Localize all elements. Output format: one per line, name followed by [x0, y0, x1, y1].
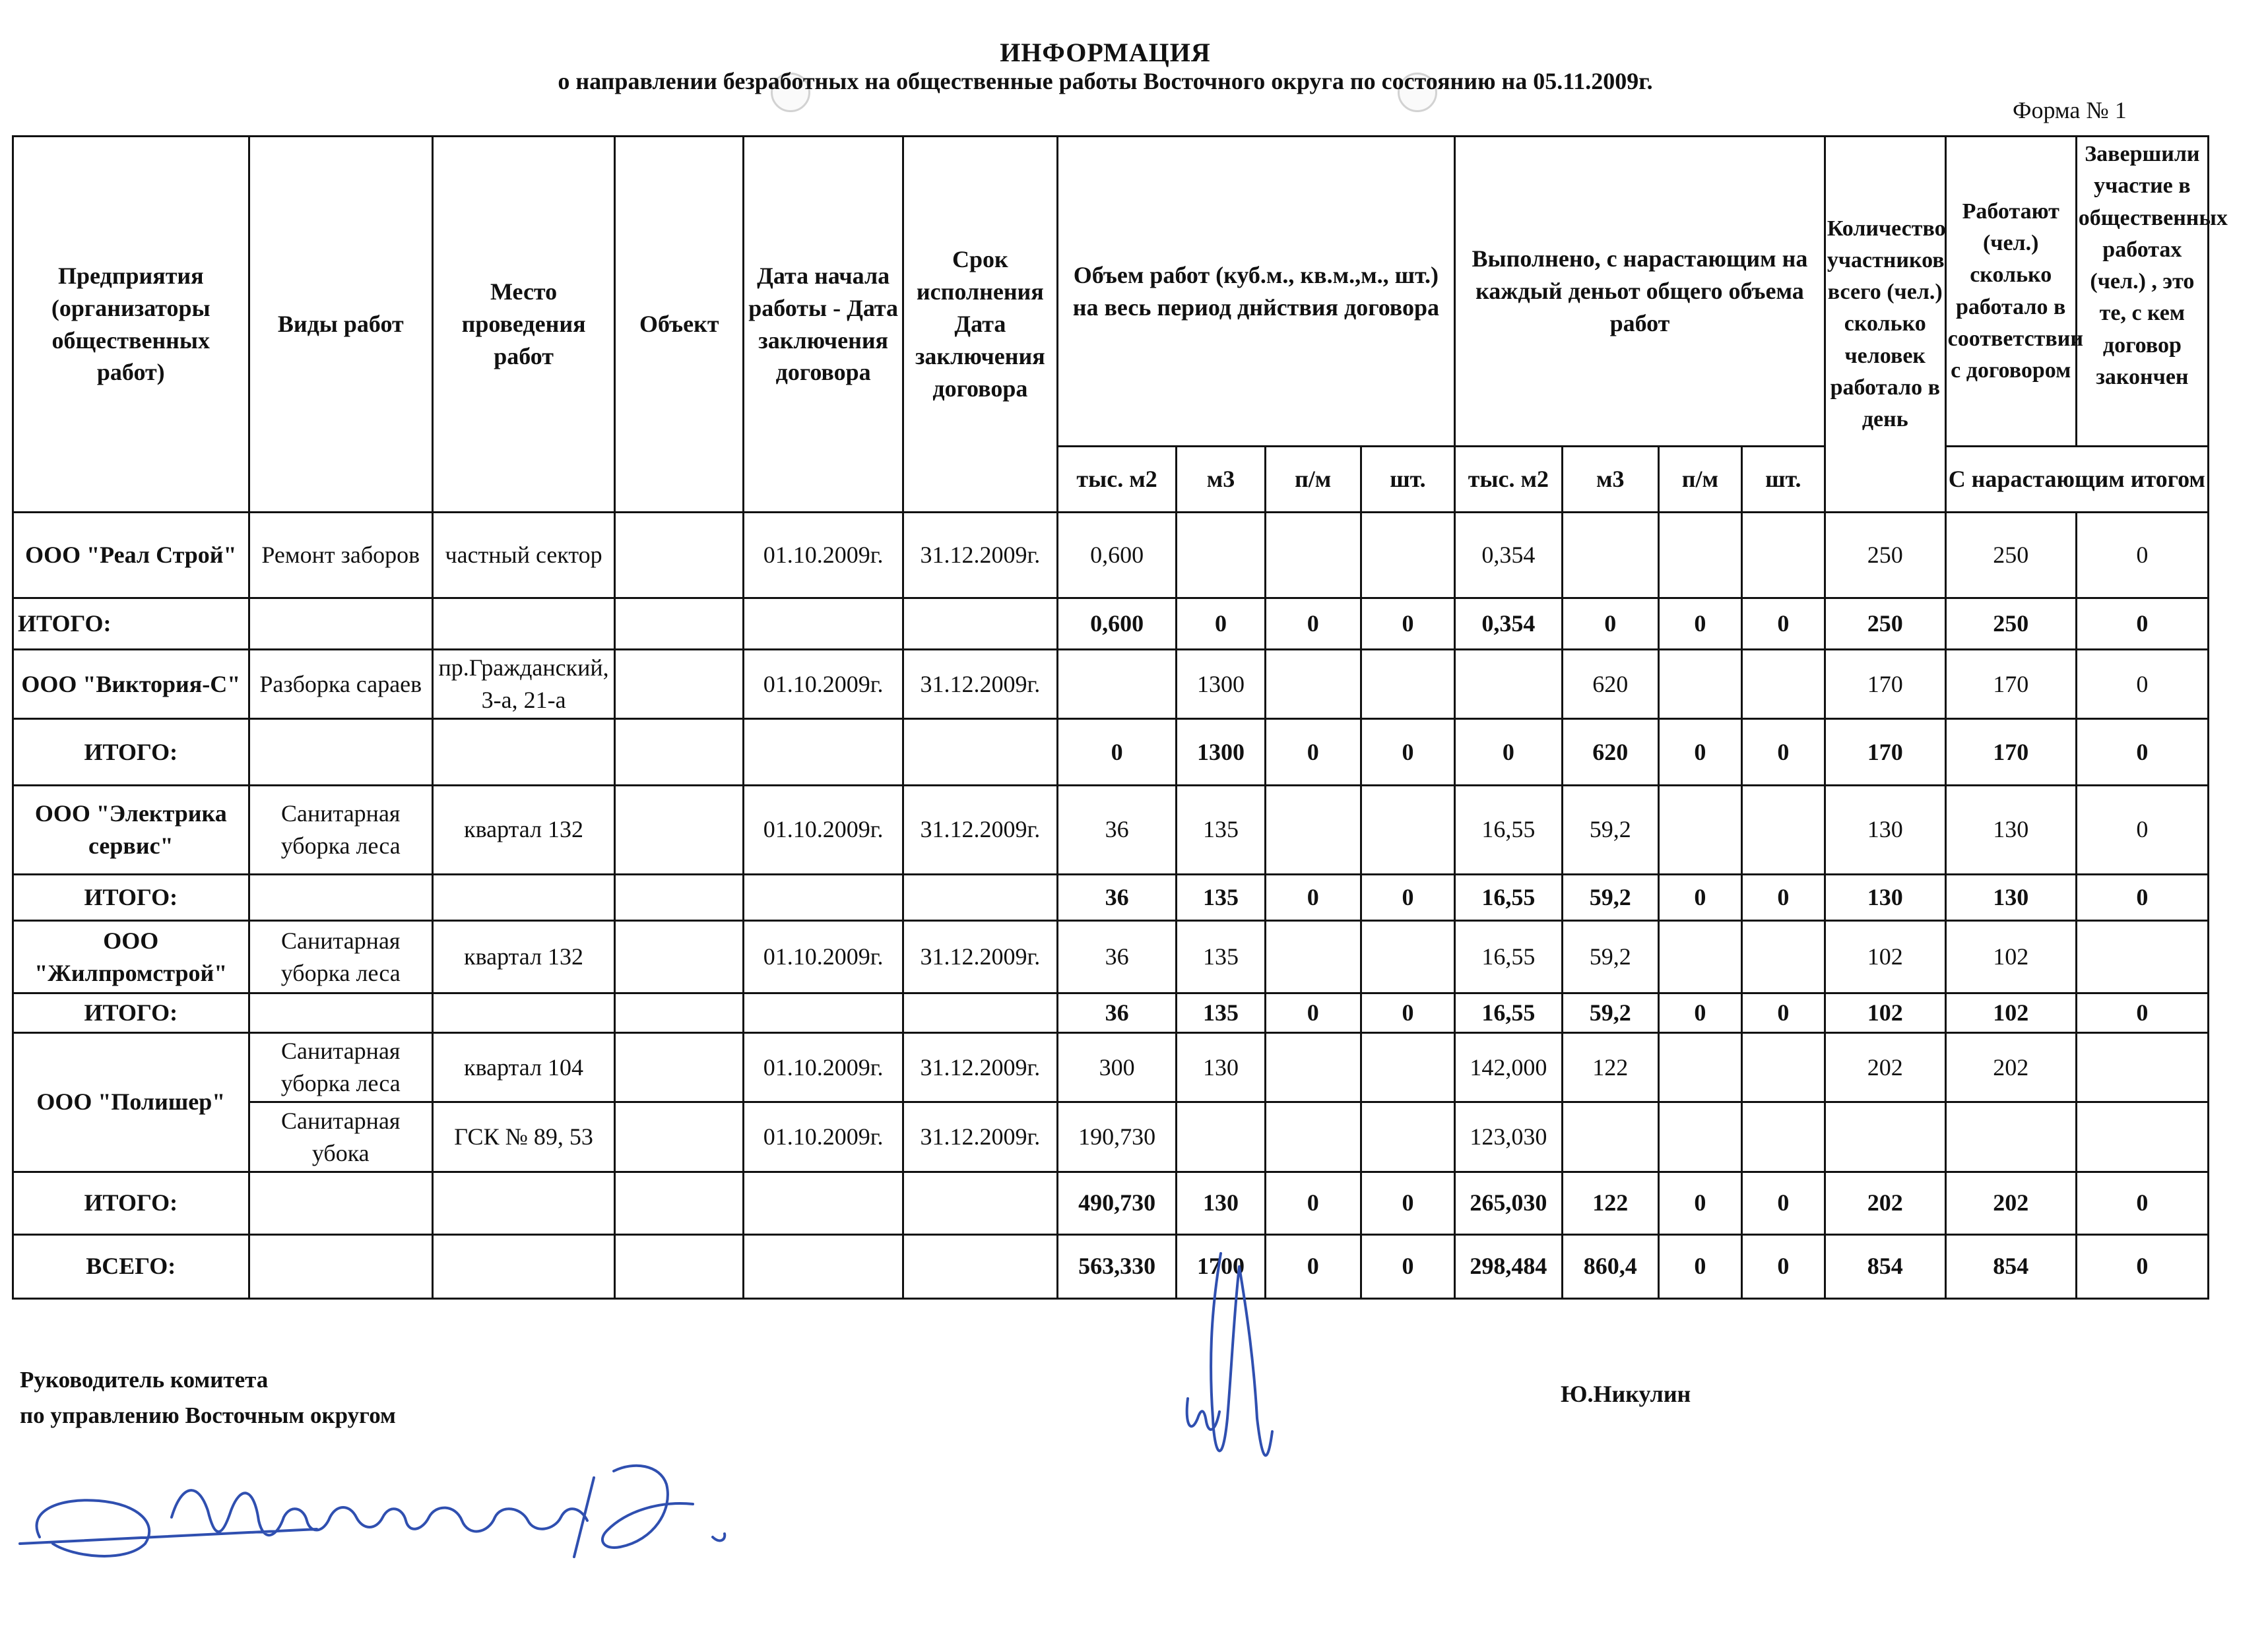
empty-cell	[432, 993, 614, 1033]
participants-cell	[1825, 1102, 1945, 1172]
volume-sht-cell	[1361, 785, 1454, 874]
volume-sht-cell: 0	[1361, 993, 1454, 1033]
finished-cell	[2076, 1033, 2208, 1102]
volume-m2-cell: 0	[1057, 719, 1177, 785]
done-sht-cell: 0	[1741, 598, 1825, 650]
participants-cell: 202	[1825, 1172, 1945, 1234]
empty-cell	[432, 1234, 614, 1298]
done-m3-cell: 860,4	[1562, 1234, 1658, 1298]
empty-cell	[903, 993, 1058, 1033]
col-done: Выполнено, с нарастающим на каждый деньот общего объема работ	[1455, 137, 1825, 447]
done-m3-cell: 59,2	[1562, 874, 1658, 920]
empty-cell	[432, 1172, 614, 1234]
grand-total-label: ВСЕГО:	[13, 1234, 249, 1298]
working-cell: 854	[1945, 1234, 2076, 1298]
object-cell	[615, 921, 744, 993]
empty-cell	[744, 1234, 903, 1298]
subtotal-label: ИТОГО:	[13, 598, 249, 650]
done-pm-cell: 0	[1658, 719, 1741, 785]
unit-header: тыс. м2	[1455, 447, 1563, 513]
table-row	[13, 1033, 2209, 1102]
done-sht-cell: 0	[1741, 1234, 1825, 1298]
volume-m3-cell: 135	[1177, 921, 1265, 993]
unit-header: п/м	[1658, 447, 1741, 513]
done-pm-cell	[1658, 513, 1741, 598]
done-m3-cell: 122	[1562, 1033, 1658, 1102]
empty-cell	[744, 993, 903, 1033]
participants-cell: 250	[1825, 598, 1945, 650]
done-m3-cell: 59,2	[1562, 993, 1658, 1033]
empty-cell	[615, 1172, 744, 1234]
start-date-cell: 01.10.2009г.	[744, 1102, 903, 1172]
empty-cell	[744, 719, 903, 785]
col-participants: Количество участников всего (чел.) сколько человек работало в день	[1825, 137, 1945, 513]
volume-pm-cell: 0	[1265, 1234, 1361, 1298]
empty-cell	[249, 1234, 432, 1298]
deadline-cell: 31.12.2009г.	[903, 1033, 1058, 1102]
participants-cell: 202	[1825, 1033, 1945, 1102]
place-cell: пр.Гражданский, 3-а, 21-а	[432, 650, 614, 719]
volume-m2-cell	[1057, 650, 1177, 719]
volume-m3-cell: 0	[1177, 598, 1265, 650]
col-working: Работают (чел.) сколько работало в соответствии с договором	[1945, 137, 2076, 447]
deadline-cell: 31.12.2009г.	[903, 921, 1058, 993]
volume-m2-cell: 0,600	[1057, 513, 1177, 598]
volume-m2-cell: 190,730	[1057, 1102, 1177, 1172]
participants-cell: 130	[1825, 785, 1945, 874]
finished-cell: 0	[2076, 650, 2208, 719]
done-m2-cell: 16,55	[1455, 874, 1563, 920]
volume-m2-cell: 36	[1057, 874, 1177, 920]
done-pm-cell	[1658, 650, 1741, 719]
empty-cell	[615, 719, 744, 785]
finished-cell: 0	[2076, 719, 2208, 785]
volume-sht-cell: 0	[1361, 874, 1454, 920]
volume-m3-cell: 130	[1177, 1172, 1265, 1234]
volume-pm-cell: 0	[1265, 598, 1361, 650]
volume-pm-cell: 0	[1265, 874, 1361, 920]
position-line-2: по управлению Восточным округом	[20, 1402, 396, 1429]
done-m3-cell: 59,2	[1562, 921, 1658, 993]
empty-cell	[903, 1172, 1058, 1234]
empty-cell	[744, 874, 903, 920]
participants-cell: 854	[1825, 1234, 1945, 1298]
volume-m3-cell	[1177, 513, 1265, 598]
enterprise-cell: ООО "Полишер"	[13, 1033, 249, 1172]
col-deadline: Срок исполнения Дата заключения договора	[903, 137, 1058, 513]
done-pm-cell: 0	[1658, 1172, 1741, 1234]
empty-cell	[432, 719, 614, 785]
work-cell: Разборка сараев	[249, 650, 432, 719]
done-sht-cell: 0	[1741, 993, 1825, 1033]
done-sht-cell	[1741, 1033, 1825, 1102]
unit-header: п/м	[1265, 447, 1361, 513]
volume-m2-cell: 36	[1057, 993, 1177, 1033]
done-sht-cell: 0	[1741, 874, 1825, 920]
working-cell: 250	[1945, 598, 2076, 650]
done-pm-cell: 0	[1658, 993, 1741, 1033]
object-cell	[615, 650, 744, 719]
start-date-cell: 01.10.2009г.	[744, 650, 903, 719]
volume-pm-cell	[1265, 921, 1361, 993]
volume-m2-cell: 36	[1057, 785, 1177, 874]
finished-cell: 0	[2076, 1172, 2208, 1234]
working-cell: 170	[1945, 650, 2076, 719]
volume-sht-cell	[1361, 1033, 1454, 1102]
participants-cell: 170	[1825, 650, 1945, 719]
empty-cell	[903, 598, 1058, 650]
participants-cell: 250	[1825, 513, 1945, 598]
done-pm-cell: 0	[1658, 1234, 1741, 1298]
done-m2-cell: 0,354	[1455, 513, 1563, 598]
volume-m3-cell: 135	[1177, 874, 1265, 920]
volume-m3-cell: 1700	[1177, 1234, 1265, 1298]
volume-pm-cell: 0	[1265, 1172, 1361, 1234]
document-subtitle: о направлении безработных на общественные работы Восточного округа по состоянию на 05.11.2009г.	[558, 68, 1653, 94]
work-cell: Ремонт заборов	[249, 513, 432, 598]
subtotal-label: ИТОГО:	[13, 1172, 249, 1234]
done-sht-cell	[1741, 1102, 1825, 1172]
done-m3-cell	[1562, 1102, 1658, 1172]
empty-cell	[615, 598, 744, 650]
work-cell: Санитарная убока	[249, 1102, 432, 1172]
volume-sht-cell: 0	[1361, 1172, 1454, 1234]
done-m3-cell: 620	[1562, 719, 1658, 785]
empty-cell	[744, 598, 903, 650]
volume-pm-cell	[1265, 1033, 1361, 1102]
object-cell	[615, 785, 744, 874]
unit-header: шт.	[1741, 447, 1825, 513]
col-finished: Завершили участие в общественных работах (чел.) , это те, с кем договор закончен	[2076, 137, 2208, 447]
volume-pm-cell	[1265, 785, 1361, 874]
done-sht-cell	[1741, 921, 1825, 993]
signatory-position	[20, 1362, 396, 1434]
done-m2-cell: 0	[1455, 719, 1563, 785]
participants-cell: 130	[1825, 874, 1945, 920]
working-cell	[1945, 1102, 2076, 1172]
done-sht-cell	[1741, 650, 1825, 719]
empty-cell	[744, 1172, 903, 1234]
empty-cell	[249, 874, 432, 920]
finished-cell: 0	[2076, 874, 2208, 920]
empty-cell	[903, 1234, 1058, 1298]
done-pm-cell: 0	[1658, 598, 1741, 650]
object-cell	[615, 1033, 744, 1102]
working-cell: 250	[1945, 513, 2076, 598]
col-enterprise: Предприятия (организаторы общественных работ)	[13, 137, 249, 513]
start-date-cell: 01.10.2009г.	[744, 1033, 903, 1102]
volume-sht-cell	[1361, 1102, 1454, 1172]
volume-m3-cell: 135	[1177, 785, 1265, 874]
subtotal-row	[13, 993, 2209, 1033]
enterprise-cell: ООО "Электрика сервис"	[13, 785, 249, 874]
empty-cell	[615, 874, 744, 920]
empty-cell	[249, 598, 432, 650]
subtotal-row	[13, 874, 2209, 920]
volume-sht-cell	[1361, 650, 1454, 719]
working-cell: 202	[1945, 1172, 2076, 1234]
finished-cell: 0	[2076, 993, 2208, 1033]
volume-sht-cell: 0	[1361, 1234, 1454, 1298]
form-number: Форма № 1	[2013, 97, 2127, 123]
working-cell: 102	[1945, 993, 2076, 1033]
col-work-type: Виды работ	[249, 137, 432, 513]
table-row	[13, 513, 2209, 598]
unit-header: шт.	[1361, 447, 1454, 513]
place-cell: частный сектор	[432, 513, 614, 598]
done-pm-cell	[1658, 785, 1741, 874]
empty-cell	[249, 1172, 432, 1234]
report-table	[12, 135, 2228, 1300]
volume-pm-cell	[1265, 513, 1361, 598]
unit-header: м3	[1562, 447, 1658, 513]
empty-cell	[432, 598, 614, 650]
empty-cell	[615, 1234, 744, 1298]
start-date-cell: 01.10.2009г.	[744, 921, 903, 993]
done-pm-cell	[1658, 1102, 1741, 1172]
col-start-date: Дата начала работы - Дата заключения договора	[744, 137, 903, 513]
volume-m3-cell: 135	[1177, 993, 1265, 1033]
unit-header: м3	[1177, 447, 1265, 513]
working-cell: 170	[1945, 719, 2076, 785]
volume-sht-cell	[1361, 921, 1454, 993]
volume-m2-cell: 563,330	[1057, 1234, 1177, 1298]
done-pm-cell: 0	[1658, 874, 1741, 920]
volume-pm-cell: 0	[1265, 993, 1361, 1033]
finished-cell: 0	[2076, 513, 2208, 598]
working-cell: 130	[1945, 785, 2076, 874]
done-sht-cell	[1741, 785, 1825, 874]
done-m2-cell: 123,030	[1455, 1102, 1563, 1172]
done-m2-cell: 0,354	[1455, 598, 1563, 650]
done-m2-cell: 298,484	[1455, 1234, 1563, 1298]
done-m2-cell: 16,55	[1455, 785, 1563, 874]
volume-m2-cell: 0,600	[1057, 598, 1177, 650]
empty-cell	[432, 874, 614, 920]
finished-cell	[2076, 921, 2208, 993]
empty-cell	[903, 874, 1058, 920]
volume-pm-cell	[1265, 1102, 1361, 1172]
subtotal-row	[13, 598, 2209, 650]
working-cell: 130	[1945, 874, 2076, 920]
subtotal-label: ИТОГО:	[13, 993, 249, 1033]
signatory-name: Ю.Никулин	[1561, 1381, 1691, 1407]
done-sht-cell: 0	[1741, 1172, 1825, 1234]
done-sht-cell: 0	[1741, 719, 1825, 785]
deadline-cell: 31.12.2009г.	[903, 513, 1058, 598]
deadline-cell: 31.12.2009г.	[903, 1102, 1058, 1172]
volume-sht-cell	[1361, 513, 1454, 598]
done-pm-cell	[1658, 1033, 1741, 1102]
empty-cell	[249, 719, 432, 785]
executor-signature	[20, 1466, 725, 1557]
done-m2-cell	[1455, 650, 1563, 719]
finished-cell	[2076, 1102, 2208, 1172]
volume-m3-cell: 130	[1177, 1033, 1265, 1102]
enterprise-cell: ООО "Виктория-С"	[13, 650, 249, 719]
finished-cell: 0	[2076, 785, 2208, 874]
subtotal-row	[13, 1172, 2209, 1234]
enterprise-cell: ООО "Реал Строй"	[13, 513, 249, 598]
empty-cell	[903, 719, 1058, 785]
document-title: ИНФОРМАЦИЯ	[1000, 38, 1211, 67]
work-cell: Санитарная уборка леса	[249, 921, 432, 993]
done-pm-cell	[1658, 921, 1741, 993]
working-cell: 202	[1945, 1033, 2076, 1102]
done-m3-cell: 59,2	[1562, 785, 1658, 874]
done-m3-cell: 620	[1562, 650, 1658, 719]
volume-sht-cell: 0	[1361, 598, 1454, 650]
volume-sht-cell: 0	[1361, 719, 1454, 785]
deadline-cell: 31.12.2009г.	[903, 650, 1058, 719]
object-cell	[615, 1102, 744, 1172]
start-date-cell: 01.10.2009г.	[744, 785, 903, 874]
grand-total-row	[13, 1234, 2209, 1298]
volume-m2-cell: 300	[1057, 1033, 1177, 1102]
done-m2-cell: 265,030	[1455, 1172, 1563, 1234]
done-m3-cell: 122	[1562, 1172, 1658, 1234]
place-cell: квартал 132	[432, 785, 614, 874]
col-volume: Объем работ (куб.м., кв.м.,м., шт.) на весь период днйствия договора	[1057, 137, 1454, 447]
enterprise-cell: ООО "Жилпромстрой"	[13, 921, 249, 993]
done-m2-cell: 142,000	[1455, 1033, 1563, 1102]
volume-m3-cell: 1300	[1177, 719, 1265, 785]
empty-cell	[249, 993, 432, 1033]
volume-pm-cell: 0	[1265, 719, 1361, 785]
table-row	[13, 921, 2209, 993]
place-cell: квартал 132	[432, 921, 614, 993]
place-cell: ГСК № 89, 53	[432, 1102, 614, 1172]
volume-m3-cell	[1177, 1102, 1265, 1172]
working-cell: 102	[1945, 921, 2076, 993]
position-line-1: Руководитель комитета	[20, 1367, 269, 1393]
done-m3-cell	[1562, 513, 1658, 598]
subtotal-row	[13, 719, 2209, 785]
participants-cell: 170	[1825, 719, 1945, 785]
done-sht-cell	[1741, 513, 1825, 598]
empty-cell	[615, 993, 744, 1033]
participants-cell: 102	[1825, 921, 1945, 993]
object-cell	[615, 513, 744, 598]
col-place: Место проведения работ	[432, 137, 614, 513]
subtotal-label: ИТОГО:	[13, 874, 249, 920]
finished-cell: 0	[2076, 1234, 2208, 1298]
participants-cell: 102	[1825, 993, 1945, 1033]
deadline-cell: 31.12.2009г.	[903, 785, 1058, 874]
place-cell: квартал 104	[432, 1033, 614, 1102]
volume-m2-cell: 490,730	[1057, 1172, 1177, 1234]
work-cell: Санитарная уборка леса	[249, 1033, 432, 1102]
done-m2-cell: 16,55	[1455, 993, 1563, 1033]
done-m2-cell: 16,55	[1455, 921, 1563, 993]
volume-m2-cell: 36	[1057, 921, 1177, 993]
table-row	[13, 650, 2209, 719]
work-cell: Санитарная уборка леса	[249, 785, 432, 874]
table-row	[13, 785, 2209, 874]
col-object: Объект	[615, 137, 744, 513]
unit-header: тыс. м2	[1057, 447, 1177, 513]
volume-m3-cell: 1300	[1177, 650, 1265, 719]
done-m3-cell: 0	[1562, 598, 1658, 650]
table-row	[13, 1102, 2209, 1172]
start-date-cell: 01.10.2009г.	[744, 513, 903, 598]
cumulative-header: С нарастающим итогом	[1945, 447, 2208, 513]
finished-cell: 0	[2076, 598, 2208, 650]
volume-pm-cell	[1265, 650, 1361, 719]
subtotal-label: ИТОГО:	[13, 719, 249, 785]
